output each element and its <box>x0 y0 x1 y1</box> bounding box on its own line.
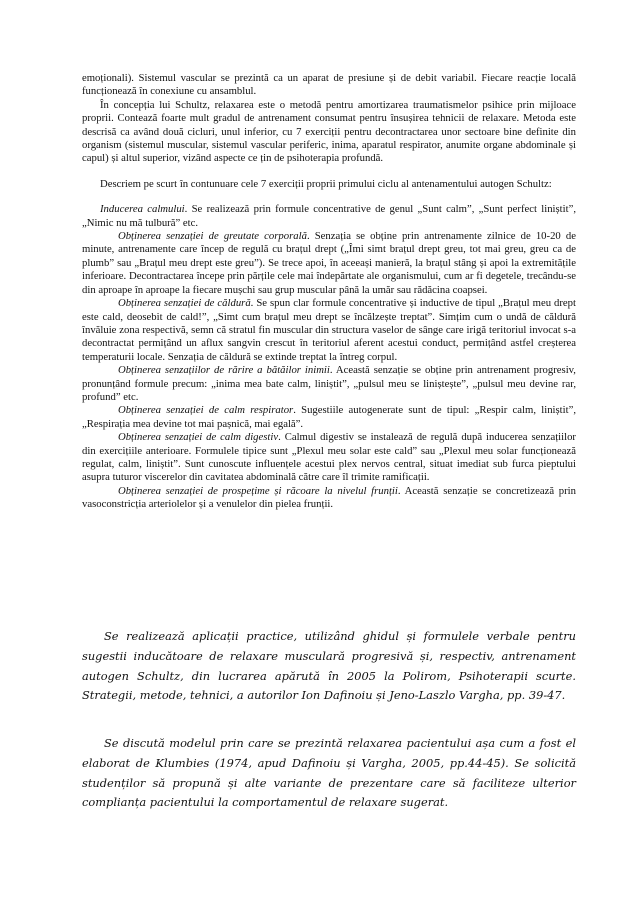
exercise-1-text: . Se realizează prin formule concentrative de genul „Sunt calm”, „Sunt perfect liniștit”, „Nimic nu mă tulbură” etc. <box>82 203 577 229</box>
exercise-3-title: Obținerea senzației de căldură <box>118 297 251 310</box>
paragraph-exercises-intro: Descriem pe scurt în contunuare cele 7 exerciții proprii primului ciclu al antenamentului autogen Schultz: <box>100 177 552 190</box>
exercise-2 <box>82 230 576 297</box>
exercise-7-title: Obținerea senzației de prospețime și răcoare la nivelul frunții <box>118 484 398 497</box>
exercise-6-title: Obținerea senzației de calm digestiv <box>118 431 279 444</box>
exercise-2-title: Obținerea senzației de greutate corporală <box>118 230 307 243</box>
handwritten-block-2 <box>82 734 576 813</box>
exercise-5-text: . Sugestiile autogenerate sunt de tipul: „Respir calm, liniștit”, „Respirația mea devine tot mai pașnică, mai egală”. <box>82 404 576 430</box>
paragraph-intro-continuation: emoționali). Sistemul vascular se prezintă ca un aparat de presiune și de debit variabil. Fiecare reacție locală funcționează în conexiune cu ansamblul. <box>82 72 576 98</box>
exercise-6 <box>82 431 576 485</box>
paragraph-schultz-concept: În concepția lui Schultz, relaxarea este o metodă pentru amortizarea traumatismelor psihice prin mijloace proprii. Contează foarte mult gradul de antrenament consumat pentru însușirea tehnicii de relaxare. Metoda este descrisă ca având două cicluri, unul inferior, cu 7 exerciții pentru decontractarea unor sectoare bine definite din organism (sistemul muscular, sistemul vascular periferic, inima, aparatul respirator, anumite organe abdominale și capul) și altul superior, vizând aspecte ce țin de psihoterapia profundă. <box>82 98 576 165</box>
exercise-4-text: . Această senzație se obține prin antrenament progresiv, pronunțând formule precum: „inima mea bate calm, liniștit”, „pulsul meu se liniștește”, „pulsul meu devine rar, profund” etc. <box>82 364 576 403</box>
exercise-1 <box>82 203 576 230</box>
body-text <box>82 72 576 512</box>
exercise-7 <box>82 485 576 512</box>
exercise-5 <box>82 404 576 431</box>
handwritten-paragraph-klumbies: Se discută modelul prin care se prezintă relaxarea pacientului așa cum a fost el elaborat de Klumbies (1974, apud Dafinoiu și Vargha, 2005, pp.44-45). Se solicită studenților să propună și alte variante de prezentare care să faciliteze ulterior complianța pacientului la comportamentul de relaxare sugerat. <box>82 736 576 810</box>
exercise-3-text: . Se spun clar formule concentrative și inductive de tipul „Brațul meu drept este cald, deosebit de cald!”, „Simt cum brațul meu drept se încălzește treptat”. Simțim cum o undă de căldură învăluie zona respectivă, semn că stratul fin muscular din structura vaselor de sânge care irigă teritoriul invocat s-a decontractat permițând un aflux sangvin crescut în teritoriul aferent acestui conduct, permițând astfel creșterea temperaturii locale. Senzația de căldură se extinde treptat la întreg corpul. <box>82 297 576 363</box>
handwritten-block-1 <box>82 627 576 706</box>
exercise-3 <box>82 297 576 364</box>
exercise-2-text: . Senzația se obține prin antrenamente zilnice de 10-20 de minute, antrenamente care încep de regulă cu brațul drept („Îmi simt brațul drept greu, tot mai greu, greu ca de plumb” sau „Brațul meu drept este greu”). Se trece apoi, în aceeași manieră, la brațul stâng și apoi la extremitățile inferioare. Decontractarea începe prin părțile cele mai îndepărtate ale organismului, cum ar fi degetele, trecându-se din aproape în aproape la fiecare mușchi sau grup muscular până la umăr sau rădăcina coapsei. <box>82 230 576 296</box>
exercise-1-title: Inducerea calmului <box>100 203 185 216</box>
exercise-5-title: Obținerea senzației de calm respirator <box>118 404 294 417</box>
exercise-7-text: . Această senzație se concretizează prin vasoconstricția arteriolelor și a venulelor din pielea frunții. <box>82 484 576 511</box>
handwritten-paragraph-practical: Se realizează aplicații practice, utilizând ghidul și formulele verbale pentru sugestii inducătoare de relaxare musculară progresivă și, respectiv, antrenament autogen Schultz, din lucrarea apărută în 2005 la Polirom, Psihoterapii scurte. Strategii, metode, tehnici, a autorilor Ion Dafinoiu și Jeno-Laszlo Vargha, pp. 39-47. <box>82 629 576 703</box>
exercise-4-title: Obținerea senzațiilor de rărire a bătăilor inimii <box>118 364 330 377</box>
exercise-4 <box>82 364 576 404</box>
exercise-6-text: . Calmul digestiv se instalează de regulă după inducerea senzațiilor din exercițiile anterioare. Formulele tipice sunt „Plexul meu solar este cald” sau „Plexul meu solar funcționează regulat, calm, liniștit”. Sunt cunoscute influențele acestui plex nervos central, situat imediat sub furca pieptului asupra tuturor viscerelor din cavitatea abdominală către care îl trimite ramificații. <box>82 431 576 484</box>
